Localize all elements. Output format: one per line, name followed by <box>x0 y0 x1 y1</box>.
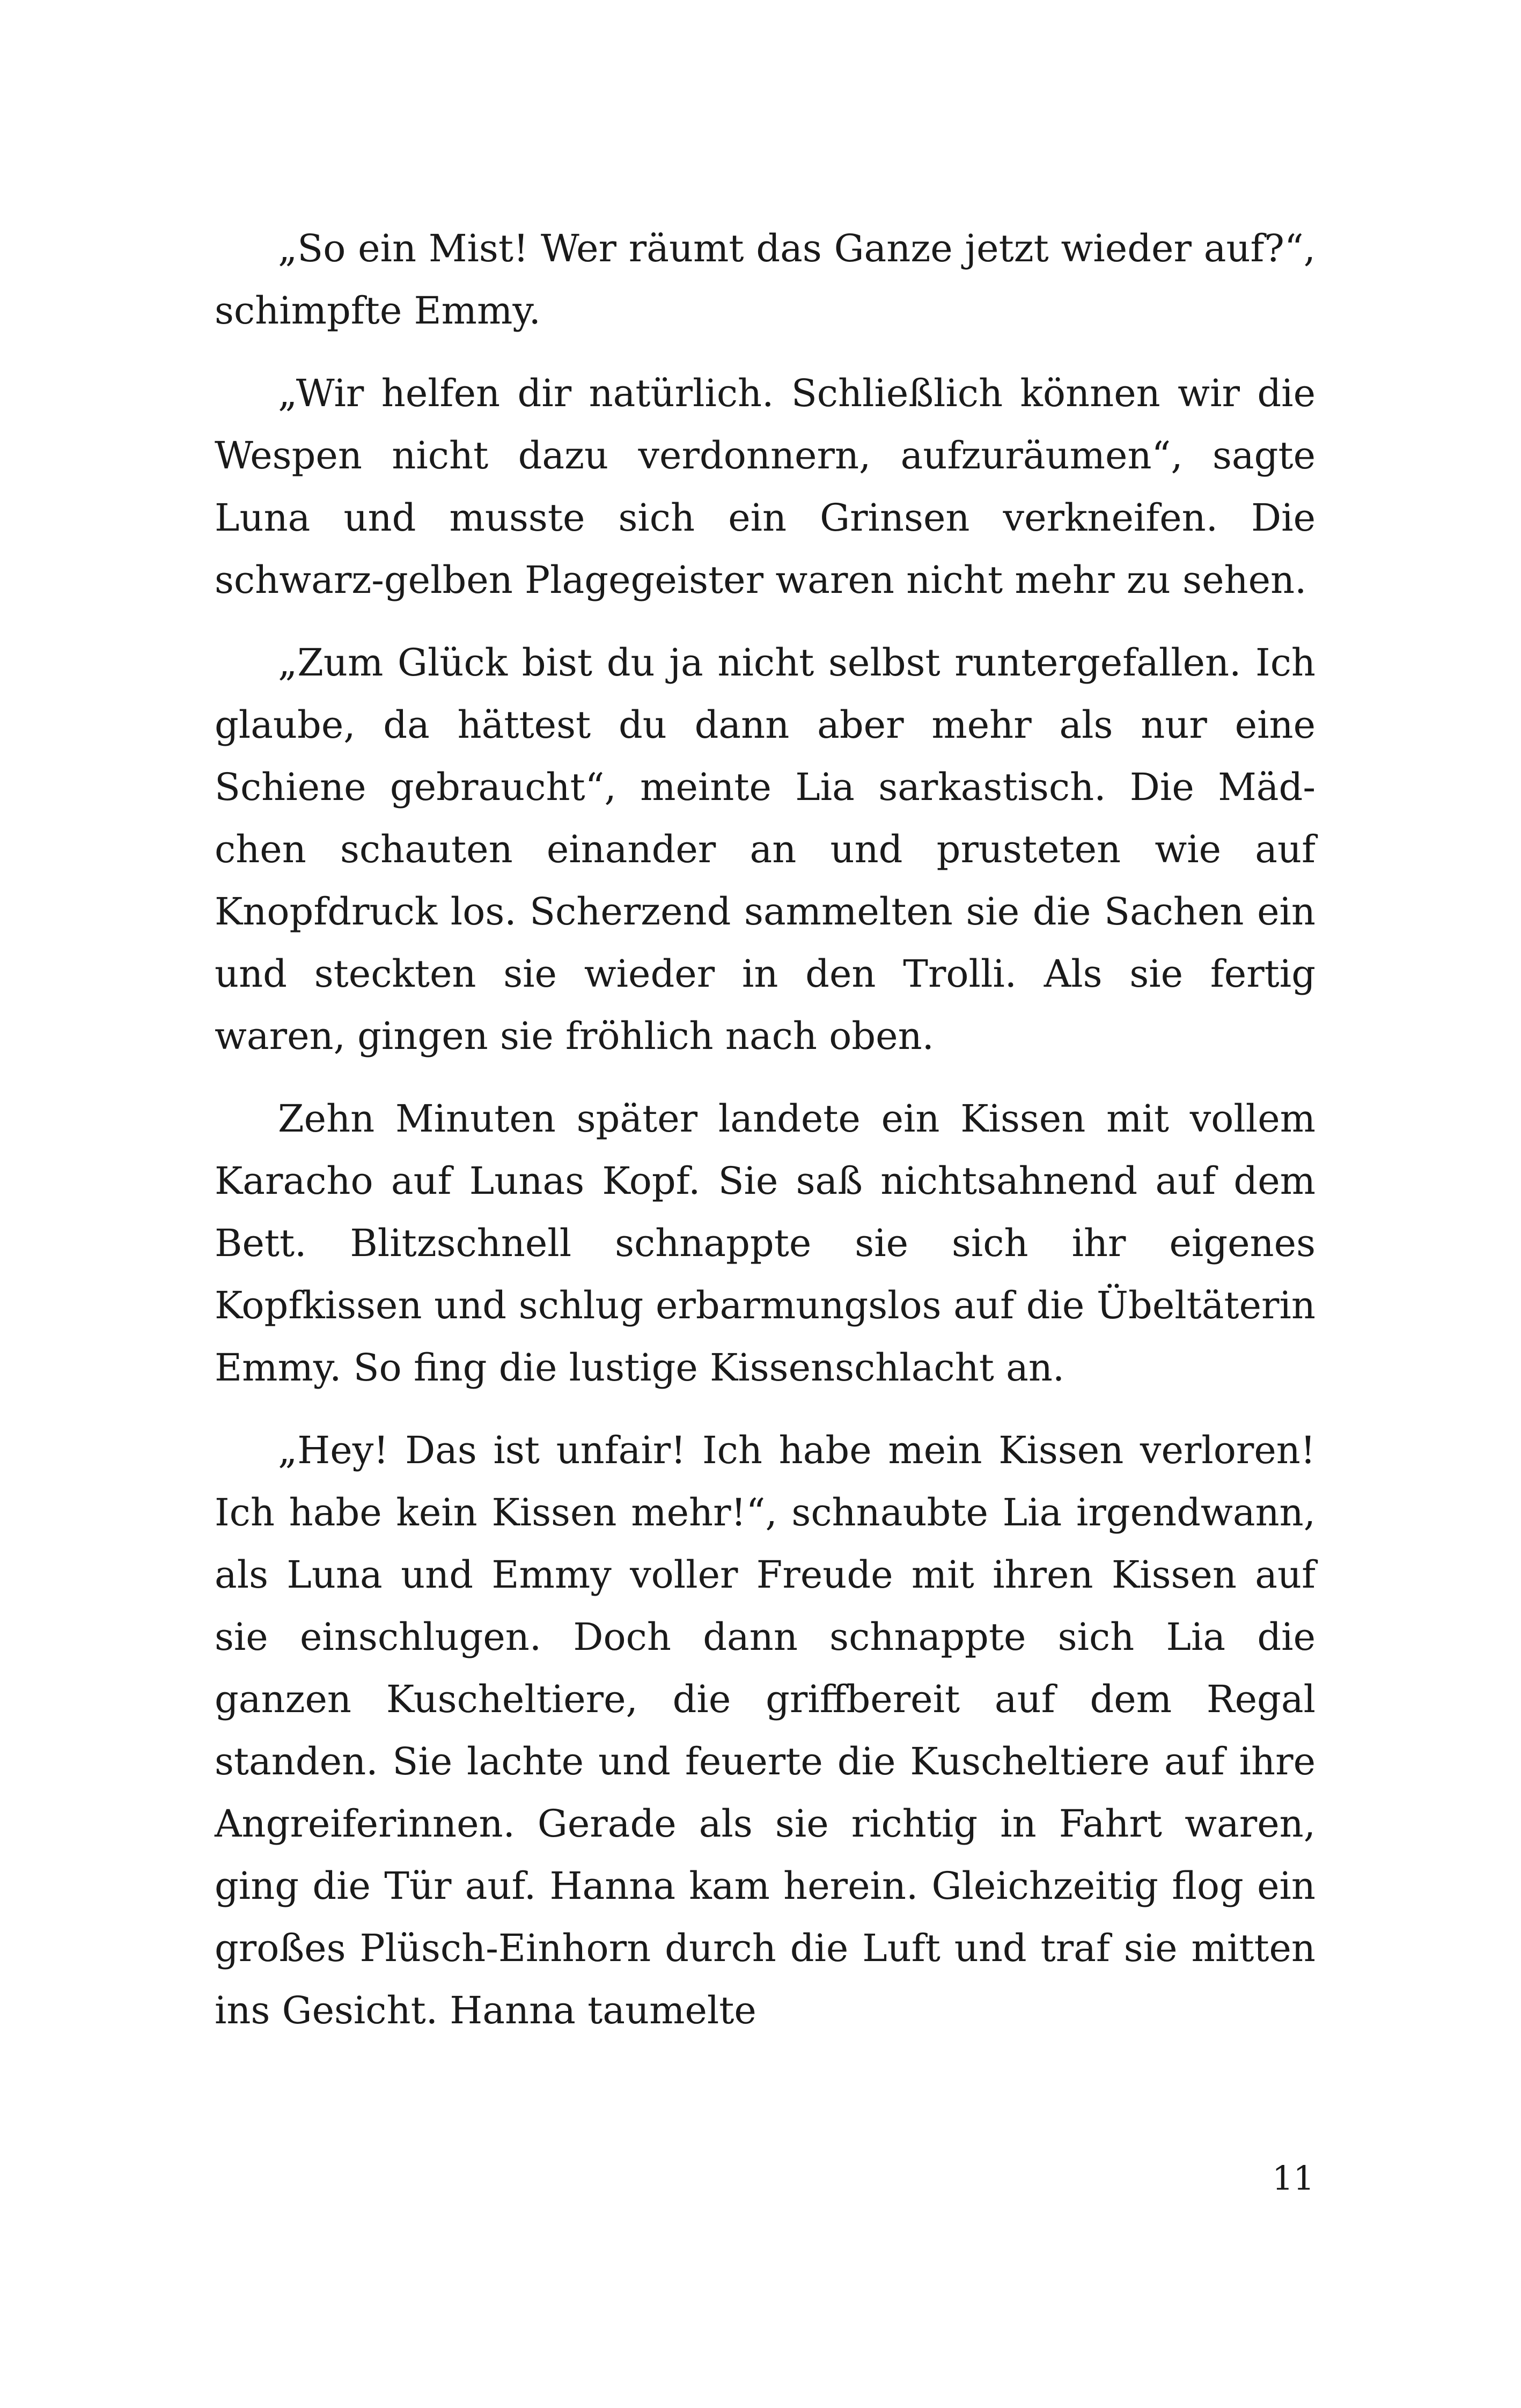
page-number: 11 <box>1272 2159 1314 2198</box>
paragraph-1: „So ein Mist! Wer räumt das Ganze jetzt wieder auf?“, schimpfte Emmy. <box>215 226 1316 333</box>
paragraph-5: „Hey! Das ist unfair! Ich habe mein Kissen verloren! Ich habe kein Kissen mehr!“, schnaubte Lia irgendwann, als Luna und Emmy voller Freude mit ihren Kissen auf sie einschlugen. Doch dann schnappte sich Lia die ganzen Kuscheltiere, die griffbereit auf dem Regal standen. Sie lachte und feuerte die Kuscheltiere auf ihre Angreiferinnen. Gerade als sie richtig in Fahrt waren, ging die Tür auf. Hanna kam herein. Gleichzeitig flog ein großes Plüsch-Einhorn durch die Luft und traf sie mitten ins Gesicht. Hanna taumelte <box>215 1428 1316 2032</box>
paragraph-2: „Wir helfen dir natürlich. Schließlich können wir die Wespen nicht dazu verdonnern, aufzuräumen“, sagte Luna und musste sich ein Grinsen verkneifen. Die schwarz-gelben Plagegeister waren nicht mehr zu sehen. <box>215 371 1316 602</box>
body-text <box>215 217 1316 2062</box>
paragraph-3: „Zum Glück bist du ja nicht selbst runtergefallen. Ich glaube, da hättest du dann aber mehr als nur eine Schiene gebraucht“, meinte Lia sarkastisch. Die Mädchen schauten einander an und prusteten wie auf Knopfdruck los. Scherzend sammelten sie die Sachen ein und steckten sie wieder in den Trolli. Als sie fertig waren, gingen sie fröhlich nach oben. <box>215 641 1316 1058</box>
paragraph-4: Zehn Minuten später landete ein Kissen mit vollem Karacho auf Lunas Kopf. Sie saß nichtsahnend auf dem Bett. Blitzschnell schnappte sie sich ihr eigenes Kopfkissen und schlug erbarmungslos auf die Übeltäterin Emmy. So fing die lustige Kissenschlacht an. <box>215 1097 1316 1390</box>
